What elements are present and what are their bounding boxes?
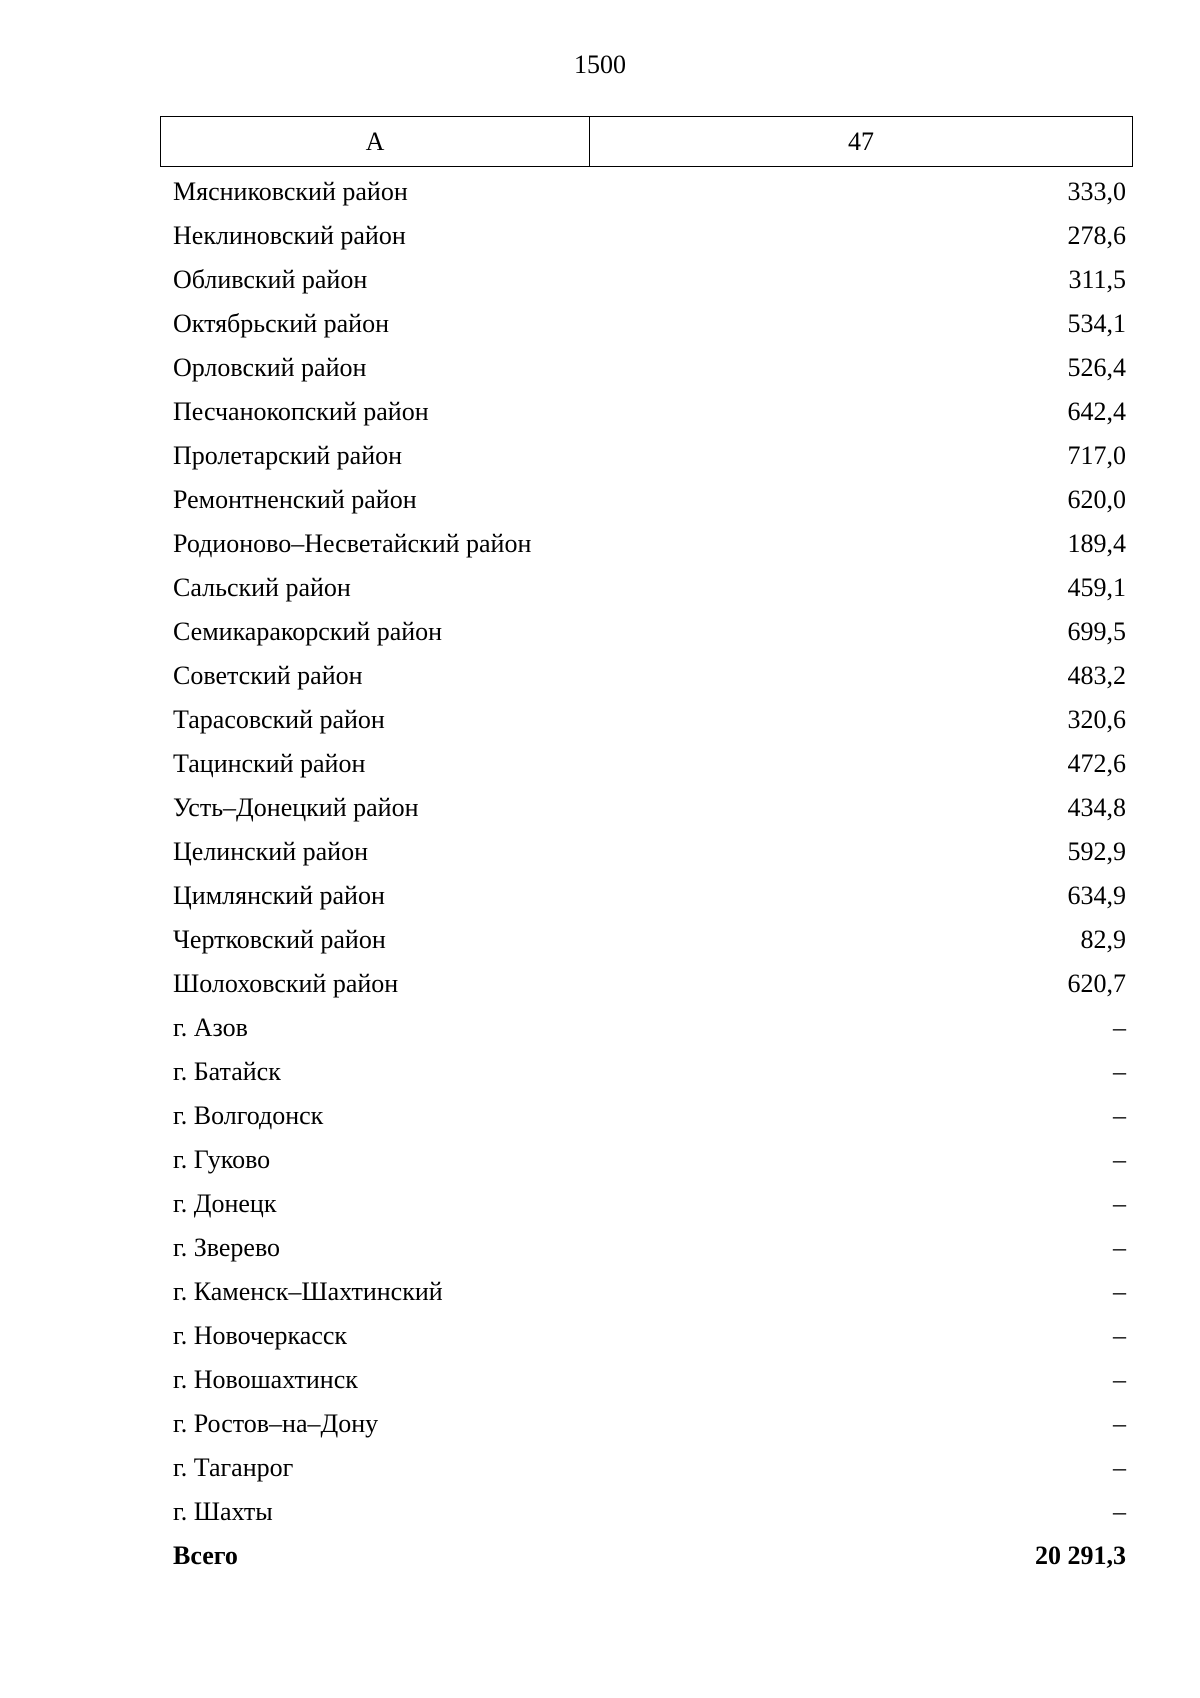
table-row [173, 346, 1126, 390]
row-value: 634,9 [1067, 881, 1126, 910]
table-row [173, 1094, 1126, 1138]
table-row [173, 478, 1126, 522]
row-value: – [1113, 1233, 1126, 1262]
table-row [173, 918, 1126, 962]
row-value: – [1113, 1189, 1126, 1218]
table-row [173, 390, 1126, 434]
table-body [173, 170, 1126, 1578]
row-name: Усть–Донецкий район [173, 793, 419, 822]
row-value: 333,0 [1067, 177, 1126, 206]
page-number: 1500 [574, 50, 626, 79]
row-value: – [1113, 1497, 1126, 1526]
row-value: 620,7 [1067, 969, 1126, 998]
row-name: Шолоховский район [173, 969, 399, 998]
table-row [173, 742, 1126, 786]
row-value: – [1113, 1101, 1126, 1130]
row-value: 320,6 [1067, 705, 1126, 734]
table-row [173, 1402, 1126, 1446]
total-label: Всего [173, 1541, 238, 1570]
table-row [173, 698, 1126, 742]
row-name: Родионово–Несветайский район [173, 529, 532, 558]
row-value: 592,9 [1067, 837, 1126, 866]
row-name: Советский район [173, 661, 363, 690]
row-name: г. Ростов–на–Дону [173, 1409, 379, 1438]
row-value: 472,6 [1067, 749, 1126, 778]
row-value: 717,0 [1067, 441, 1126, 470]
row-name: Чертковский район [173, 925, 386, 954]
table-row [173, 170, 1126, 214]
column-header-47: 47 [848, 126, 874, 156]
row-name: г. Зверево [173, 1233, 281, 1262]
row-value: 526,4 [1067, 353, 1126, 382]
row-name: г. Таганрог [173, 1453, 294, 1482]
row-name: Целинский район [173, 837, 368, 866]
table-row [173, 1138, 1126, 1182]
table-row [173, 258, 1126, 302]
row-name: Неклиновский район [173, 221, 406, 250]
table-row [173, 1490, 1126, 1534]
row-value: – [1113, 1145, 1126, 1174]
row-value: – [1113, 1013, 1126, 1042]
row-value: 189,4 [1067, 529, 1126, 558]
row-name: Обливский район [173, 265, 368, 294]
table-row [173, 1226, 1126, 1270]
row-value: 699,5 [1067, 617, 1126, 646]
row-value: – [1113, 1321, 1126, 1350]
total-value: 20 291,3 [1035, 1541, 1126, 1570]
table-row [173, 434, 1126, 478]
table-row [173, 1358, 1126, 1402]
row-name: г. Волгодонск [173, 1101, 324, 1130]
row-value: – [1113, 1057, 1126, 1086]
total-row [173, 1534, 1126, 1578]
table-row [173, 654, 1126, 698]
row-value: 620,0 [1067, 485, 1126, 514]
row-name: г. Гуково [173, 1145, 271, 1174]
row-name: г. Каменск–Шахтинский [173, 1277, 443, 1306]
table-row [173, 302, 1126, 346]
row-name: г. Шахты [173, 1497, 273, 1526]
row-value: 311,5 [1068, 265, 1126, 294]
table-row [173, 1314, 1126, 1358]
row-name: Тарасовский район [173, 705, 385, 734]
row-name: г. Новошахтинск [173, 1365, 358, 1394]
row-name: Мясниковский район [173, 177, 408, 206]
table-row [173, 786, 1126, 830]
row-value: 534,1 [1067, 309, 1126, 338]
table-row [173, 1182, 1126, 1226]
row-name: Сальский район [173, 573, 351, 602]
table-row [173, 566, 1126, 610]
row-value: 483,2 [1067, 661, 1126, 690]
table-row [173, 1446, 1126, 1490]
table-row [173, 874, 1126, 918]
row-value: 459,1 [1067, 573, 1126, 602]
table-row [173, 830, 1126, 874]
row-name: Октябрьский район [173, 309, 389, 338]
row-name: Цимлянский район [173, 881, 385, 910]
row-value: 434,8 [1067, 793, 1126, 822]
row-name: г. Донецк [173, 1189, 277, 1218]
row-name: г. Новочеркасск [173, 1321, 348, 1350]
row-name: Тацинский район [173, 749, 366, 778]
row-value: – [1113, 1365, 1126, 1394]
table-row [173, 214, 1126, 258]
table-row [173, 1006, 1126, 1050]
row-value: 278,6 [1067, 221, 1126, 250]
row-name: г. Батайск [173, 1057, 281, 1086]
row-value: – [1113, 1453, 1126, 1482]
row-name: г. Азов [173, 1013, 248, 1042]
row-name: Ремонтненский район [173, 485, 417, 514]
row-value: – [1113, 1277, 1126, 1306]
row-value: – [1113, 1409, 1126, 1438]
table-row [173, 962, 1126, 1006]
row-value: 82,9 [1080, 925, 1126, 954]
column-header-a: А [161, 117, 590, 166]
row-name: Орловский район [173, 353, 367, 382]
row-value: 642,4 [1067, 397, 1126, 426]
table-row [173, 522, 1126, 566]
row-name: Пролетарский район [173, 441, 403, 470]
table-row [173, 1050, 1126, 1094]
row-name: Песчанокопский район [173, 397, 429, 426]
table-row [173, 610, 1126, 654]
table-header [160, 116, 1133, 167]
row-name: Семикаракорский район [173, 617, 443, 646]
table-row [173, 1270, 1126, 1314]
